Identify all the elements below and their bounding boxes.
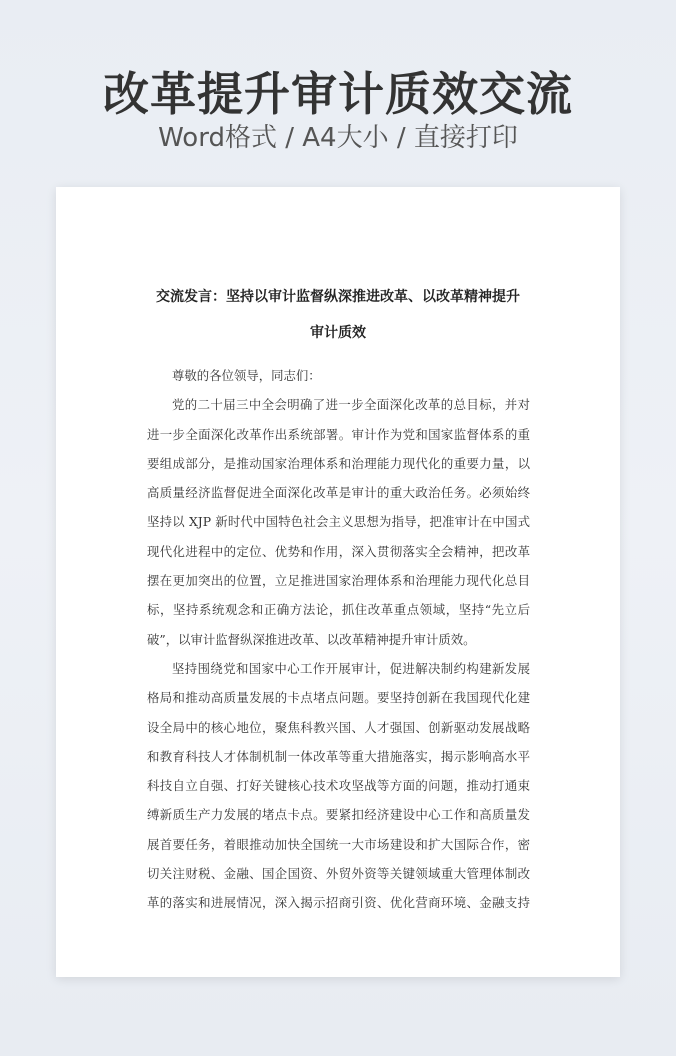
body-text-line: 党的二十届三中全会明确了进一步全面深化改革的总目标，并对	[172, 397, 530, 413]
banner-title: 改革提升审计质效交流	[103, 67, 573, 121]
body-text-line: 坚持围绕党和国家中心工作开展审计，促进解决制约构建新发展	[172, 660, 530, 676]
body-text-line: 设全局中的核心地位，聚焦科教兴国、人才强国、创新驱动发展战略	[147, 719, 530, 735]
document-title-line: 审计质效	[310, 325, 366, 341]
body-text-line: 要组成部分，是推动国家治理体系和治理能力现代化的重要力量，以	[147, 455, 530, 471]
document-title-line: 交流发言：坚持以审计监督纵深推进改革、以改革精神提升	[156, 289, 520, 305]
document-page	[56, 187, 620, 977]
body-text-line: 现代化进程中的定位、优势和作用，深入贯彻落实全会精神，把改革	[147, 543, 530, 559]
body-text-line: 切关注财税、金融、国企国资、外贸外资等关键领域重大管理体制改	[147, 866, 530, 882]
body-text-line: 标，坚持系统观念和正确方法论，抓住改革重点领域，坚持“先立后	[147, 602, 530, 618]
body-text-line: 展首要任务，着眼推动加快全国统一大市场建设和扩大国际合作，密	[147, 836, 530, 852]
body-text-line: 摆在更加突出的位置，立足推进国家治理体系和治理能力现代化总目	[147, 573, 530, 589]
body-text-line: 科技自立自强、打好关键核心技术攻坚战等方面的问题，推动打通束	[147, 778, 530, 794]
document-title	[56, 279, 620, 351]
banner-subtitle: Word格式 / A4大小 / 直接打印	[158, 123, 518, 153]
body-text-line: 坚持以 XJP 新时代中国特色社会主义思想为指导，把准审计在中国式	[147, 514, 530, 530]
body-text-line: 破”，以审计监督纵深推进改革、以改革精神提升审计质效。	[147, 631, 476, 647]
document-body	[147, 361, 530, 918]
body-text-line: 进一步全面深化改革作出系统部署。审计作为党和国家监督体系的重	[147, 426, 530, 442]
body-text-line: 革的落实和进展情况，深入揭示招商引资、优化营商环境、金融支持	[147, 895, 530, 911]
body-text-line: 和教育科技人才体制机制一体改革等重大措施落实，揭示影响高水平	[147, 748, 530, 764]
body-text-line: 格局和推动高质量发展的卡点堵点问题。要坚持创新在我国现代化建	[147, 690, 530, 706]
body-text-line: 缚新质生产力发展的堵点卡点。要紧扣经济建设中心工作和高质量发	[147, 807, 530, 823]
header-banner	[0, 0, 676, 186]
body-text-line: 尊敬的各位领导，同志们：	[172, 368, 321, 383]
body-text-line: 高质量经济监督促进全面深化改革是审计的重大政治任务。必须始终	[147, 485, 530, 501]
